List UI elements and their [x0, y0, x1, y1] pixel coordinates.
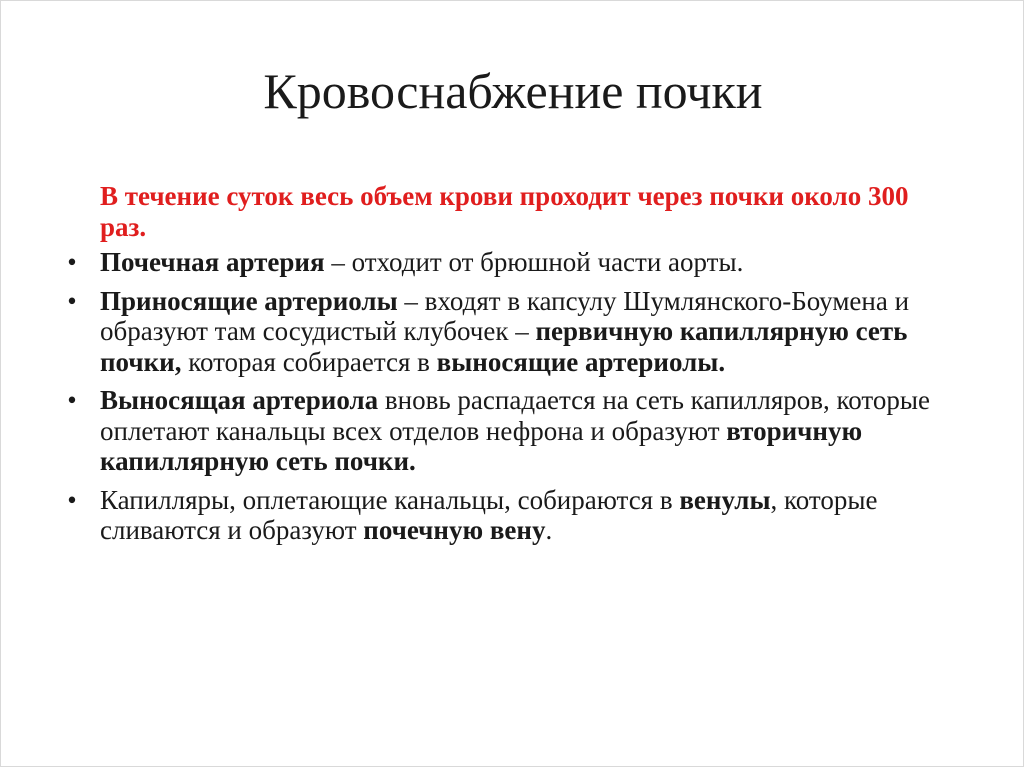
bullet-text: , которые сливаются и образуют: [100, 484, 878, 545]
bullet-text: – отходит от брюшной части аорты.: [324, 247, 744, 277]
bullet-text-bold: почечную вену: [363, 515, 546, 545]
bullet-text: вновь распадается на сеть капилляров, которые оплетают канальцы всех отделов нефрона и образуют: [100, 385, 930, 446]
bullet-text: .: [545, 515, 553, 545]
bullet-text-bold: вторичную капиллярную сеть почки.: [100, 415, 863, 476]
bullet-text: Капилляры, оплетающие канальцы, собираются в: [100, 484, 680, 515]
bullet-icon: •: [67, 484, 77, 515]
bullet-icon: •: [67, 285, 77, 316]
intro-text: В течение суток весь объем крови проходит через почки около 300 раз.: [100, 181, 909, 242]
slide-body: [67, 181, 960, 554]
bullet-text-bold: Приносящие артериолы: [100, 285, 398, 316]
list-item: [67, 247, 960, 278]
bullet-icon: •: [67, 385, 77, 415]
slide-title: Кровоснабжение почки: [263, 63, 763, 119]
list-item: [67, 285, 960, 378]
list-item: [67, 484, 960, 546]
bullet-text-bold: венулы: [679, 484, 771, 515]
bullet-text-bold: выносящие артериолы.: [436, 346, 726, 377]
bullet-icon: •: [67, 247, 77, 277]
bullet-text-bold: первичную капиллярную сеть почки,: [100, 316, 908, 377]
bullet-text-bold: Почечная артерия: [100, 247, 325, 277]
bullet-text: – входят в капсулу Шумлянского-Боумена и образуют там сосудистый клубочек –: [100, 285, 910, 346]
list-item: [67, 385, 960, 477]
bullet-text-bold: Выносящая артериола: [100, 385, 379, 415]
bullet-list: [67, 247, 960, 546]
bullet-text: которая собирается в: [181, 346, 437, 377]
